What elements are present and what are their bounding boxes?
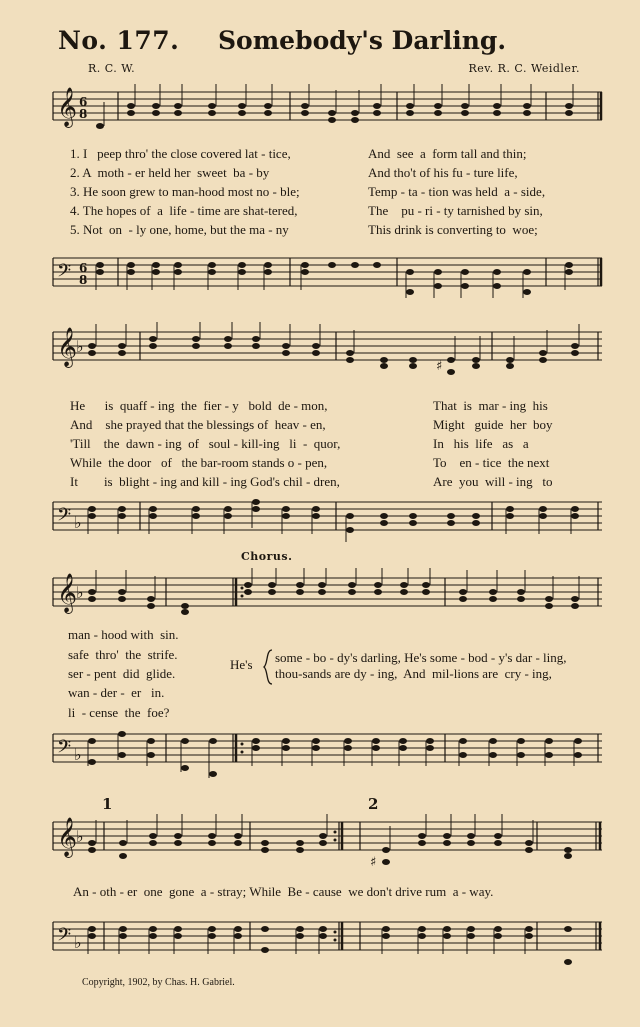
treble-staff-2 (0, 322, 640, 382)
svg-text:♭: ♭ (76, 827, 84, 846)
svg-text:𝄢: 𝄢 (57, 261, 72, 286)
verse-5-line-a: 5. Not on - ly one, home, but the ma - ny (70, 222, 289, 237)
verse-2-ending: safe thro' the strife. (68, 647, 178, 662)
copyright-notice: Copyright, 1902, by Chas. H. Gabriel. (82, 977, 235, 988)
svg-text:♭: ♭ (74, 933, 82, 952)
bass-staff-4 (0, 912, 640, 972)
verse-3-ending: ser - pent did glide. (68, 666, 176, 681)
chorus-line-2: thou-sands are dy - ing, And mil-lions are cry - ing, (275, 666, 552, 681)
verse-3-line-a: 3. He soon grew to man-hood most no - ble; (70, 184, 300, 199)
svg-text:𝄞: 𝄞 (57, 573, 78, 613)
hymn-title: Somebody's Darling. (218, 26, 507, 55)
second-ending-number: 2 (368, 795, 379, 813)
hymn-number: No. 177. (58, 26, 180, 55)
svg-text:𝄞: 𝄞 (57, 817, 78, 857)
svg-text:♭: ♭ (76, 337, 84, 356)
bass-staff-2 (0, 492, 640, 552)
verse-2-line-b: And tho't of his fu - ture life, (368, 165, 518, 180)
verse-5-line-d: Are you will - ing to (433, 474, 553, 489)
svg-text:♯: ♯ (436, 359, 443, 374)
verse-4-line-b: The pu - ri - ty tarnished by sin, (368, 203, 543, 218)
svg-text:𝄞: 𝄞 (57, 327, 78, 367)
svg-text:♭: ♭ (74, 513, 82, 532)
first-ending-number: 1 (102, 795, 113, 813)
treble-staff-3 (0, 568, 640, 628)
verse-3-line-b: Temp - ta - tion was held a - side, (368, 184, 546, 199)
svg-text:𝄞: 𝄞 (57, 87, 78, 127)
verse-3-line-d: In his life as a (433, 436, 529, 451)
verse-1-line-a: 1. I peep thro' the close covered lat - tice, (70, 146, 291, 161)
verse-5-line-b: This drink is converting to woe; (368, 222, 538, 237)
chorus-label: Chorus. (241, 550, 293, 563)
verse-2-line-d: Might guide her boy (433, 417, 553, 432)
composer-credit: Rev. R. C. Weidler. (468, 62, 580, 75)
verse-1-line-c: He is quaff - ing the fier - y bold de - mon, (70, 398, 328, 413)
chorus-line-1: some - bo - dy's darling, He's some - bod - y's dar - ling, (275, 650, 567, 665)
verse-1-ending: man - hood with sin. (68, 627, 179, 642)
bass-staff-3 (0, 724, 640, 784)
verse-1-line-b: And see a form tall and thin; (368, 146, 527, 161)
verse-4-ending: wan - der - er in. (68, 685, 165, 700)
svg-text:𝄢: 𝄢 (57, 737, 72, 762)
verse-4-line-c: While the door of the bar-room stands o - pen, (70, 455, 328, 470)
verse-2-line-a: 2. A moth - er held her sweet ba - by (70, 165, 270, 180)
chorus-brace-icon (262, 648, 274, 686)
svg-text:8: 8 (79, 273, 88, 287)
ending-lyric: An - oth - er one gone a - stray; While Be - cause we don't drive rum a - way. (73, 884, 494, 899)
verse-4-line-a: 4. The hopes of a life - time are shat-tered, (70, 203, 298, 218)
svg-text:𝄢: 𝄢 (57, 505, 72, 530)
verse-4-line-d: To en - tice the next (433, 455, 550, 470)
verse-5-line-c: It is blight - ing and kill - ing God's chil - dren, (70, 474, 340, 489)
verse-3-line-c: 'Till the dawn - ing of soul - kill-ing li - quor, (70, 436, 341, 451)
chorus-intro: He's (230, 657, 253, 672)
svg-text:♯: ♯ (370, 855, 377, 870)
treble-staff-1 (0, 82, 640, 142)
lyricist-credit: R. C. W. (88, 62, 136, 75)
svg-text:♭: ♭ (74, 745, 82, 764)
verse-2-line-c: And she prayed that the blessings of heav - en, (70, 417, 326, 432)
verse-1-line-d: That is mar - ing his (433, 398, 548, 413)
svg-text:8: 8 (79, 107, 88, 121)
bass-staff-1 (0, 248, 640, 308)
svg-text:6: 6 (79, 261, 88, 275)
verse-5-ending: li - cense the foe? (68, 705, 170, 720)
svg-text:♭: ♭ (76, 583, 84, 602)
treble-staff-4 (0, 812, 640, 872)
svg-text:𝄢: 𝄢 (57, 925, 72, 950)
svg-text:6: 6 (79, 95, 88, 109)
